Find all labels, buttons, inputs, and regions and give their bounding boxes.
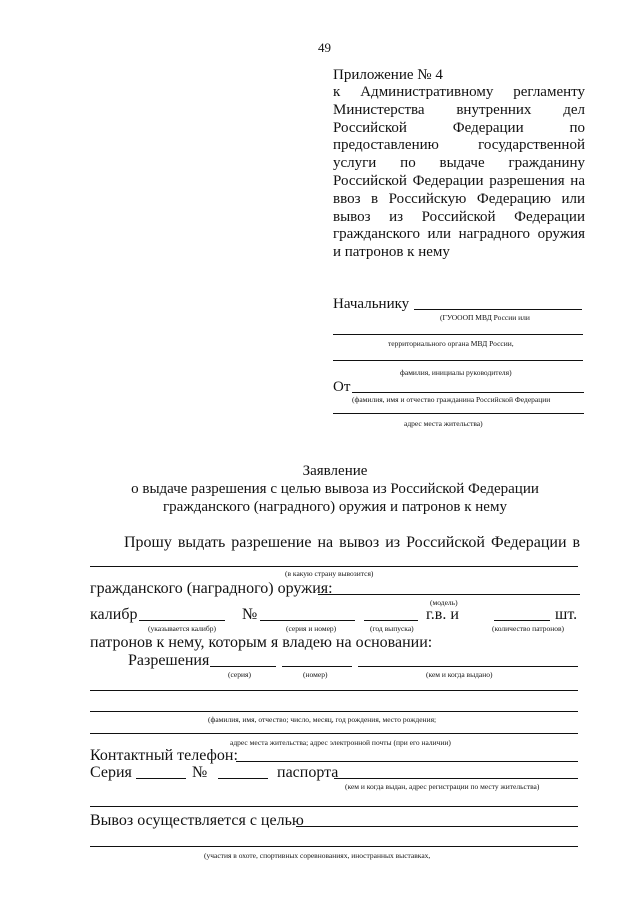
registration-field[interactable] (90, 806, 578, 807)
year-field[interactable] (364, 620, 418, 621)
caption-number: (номер) (303, 670, 328, 679)
caption-passport: (кем и когда выдан, адрес регистрации по месту жительства) (345, 782, 540, 791)
from-field[interactable] (352, 392, 584, 393)
caption-issued: (кем и когда выдано) (426, 670, 493, 679)
phone-field[interactable] (236, 761, 578, 762)
heading-line2: о выдаче разрешения с целью вывоза из Российской Федерации (131, 481, 539, 497)
phone-label: Контактный телефон: (90, 747, 238, 764)
caption-purpose: (участия в охоте, спортивных соревнованиях, иностранных выставках, (204, 851, 431, 860)
purpose-extra-field[interactable] (90, 846, 578, 847)
caption-series-number: (серия и номер) (286, 624, 337, 633)
permit-number-field[interactable] (282, 666, 352, 667)
pieces-label: шт. (555, 606, 578, 623)
caption-caliber: (указывается калибр) (148, 624, 216, 633)
appendix-title: Приложение № 4 (333, 67, 443, 83)
appendix-body: к Административному регламенту Министерства внутренних дел Российской Федерации по предоставлению государственной услуги по выдаче гражданину Российской Федерации разрешения на ввоз в Российскую Федерацию или вывоз из Российской Федерации гражданского или наградного оружия и патронов к нему (333, 84, 585, 261)
passport-series-field[interactable] (136, 778, 186, 779)
caption-territorial: территориального органа МВД России, (388, 339, 514, 348)
caption-residence: адрес места жительства; адрес электронной почты (при его наличии) (230, 738, 451, 747)
page-number: 49 (318, 40, 331, 55)
from-label: От (333, 379, 351, 395)
caliber-field[interactable] (139, 620, 225, 621)
territorial-field[interactable] (333, 334, 583, 335)
heading-title: Заявление (302, 463, 368, 479)
ownership-text: патронов к нему, которым я владею на основании: (90, 634, 433, 651)
caption-from: (фамилия, имя и отчество гражданина Российской Федерации (352, 395, 551, 404)
caption-series: (серия) (228, 670, 251, 679)
caption-year: (год выпуска) (370, 624, 414, 633)
passport-label: паспорта (277, 764, 339, 781)
heading-line3: гражданского (наградного) оружия и патронов к нему (163, 499, 507, 515)
caption-guooop: (ГУОООП МВД России или (440, 313, 530, 322)
weapon-label: гражданского (наградного) оружия: (90, 580, 333, 597)
caption-cartridges: (количество патронов) (492, 624, 564, 633)
caption-model: (модель) (430, 598, 458, 607)
caption-country: (в какую страну вывозится) (285, 569, 374, 578)
request-text: Прошу выдать разрешение на вывоз из Российской Федерации в (124, 534, 581, 551)
permit-label: Разрешения (128, 652, 210, 669)
chief-label: Начальнику (333, 296, 410, 312)
caption-head-name: фамилия, инициалы руководителя) (400, 368, 512, 377)
caliber-label: калибр (90, 606, 138, 623)
permit-extra-field[interactable] (90, 690, 578, 691)
personal-field[interactable] (90, 711, 578, 712)
series-label: Серия (90, 764, 132, 781)
passport-number-field[interactable] (218, 778, 268, 779)
permit-issued-field[interactable] (358, 666, 578, 667)
chief-field[interactable] (414, 309, 582, 310)
passport-issued-field[interactable] (334, 778, 578, 779)
permit-series-field[interactable] (210, 666, 276, 667)
cartridges-field[interactable] (494, 620, 550, 621)
residence-field[interactable] (90, 733, 578, 734)
serial-field[interactable] (260, 620, 355, 621)
number-sign: № (242, 606, 258, 623)
year-label: г.в. и (426, 606, 459, 623)
passport-number-sign: № (192, 764, 208, 781)
caption-address: адрес места жительства) (404, 419, 483, 428)
address-field[interactable] (333, 413, 584, 414)
country-field[interactable] (90, 566, 578, 567)
purpose-label: Вывоз осуществляется с целью (90, 812, 304, 829)
head-name-field[interactable] (333, 360, 583, 361)
model-field[interactable] (318, 594, 580, 595)
caption-personal: (фамилия, имя, отчество; число, месяц, год рождения, место рождения; (208, 715, 437, 724)
purpose-field[interactable] (296, 826, 578, 827)
